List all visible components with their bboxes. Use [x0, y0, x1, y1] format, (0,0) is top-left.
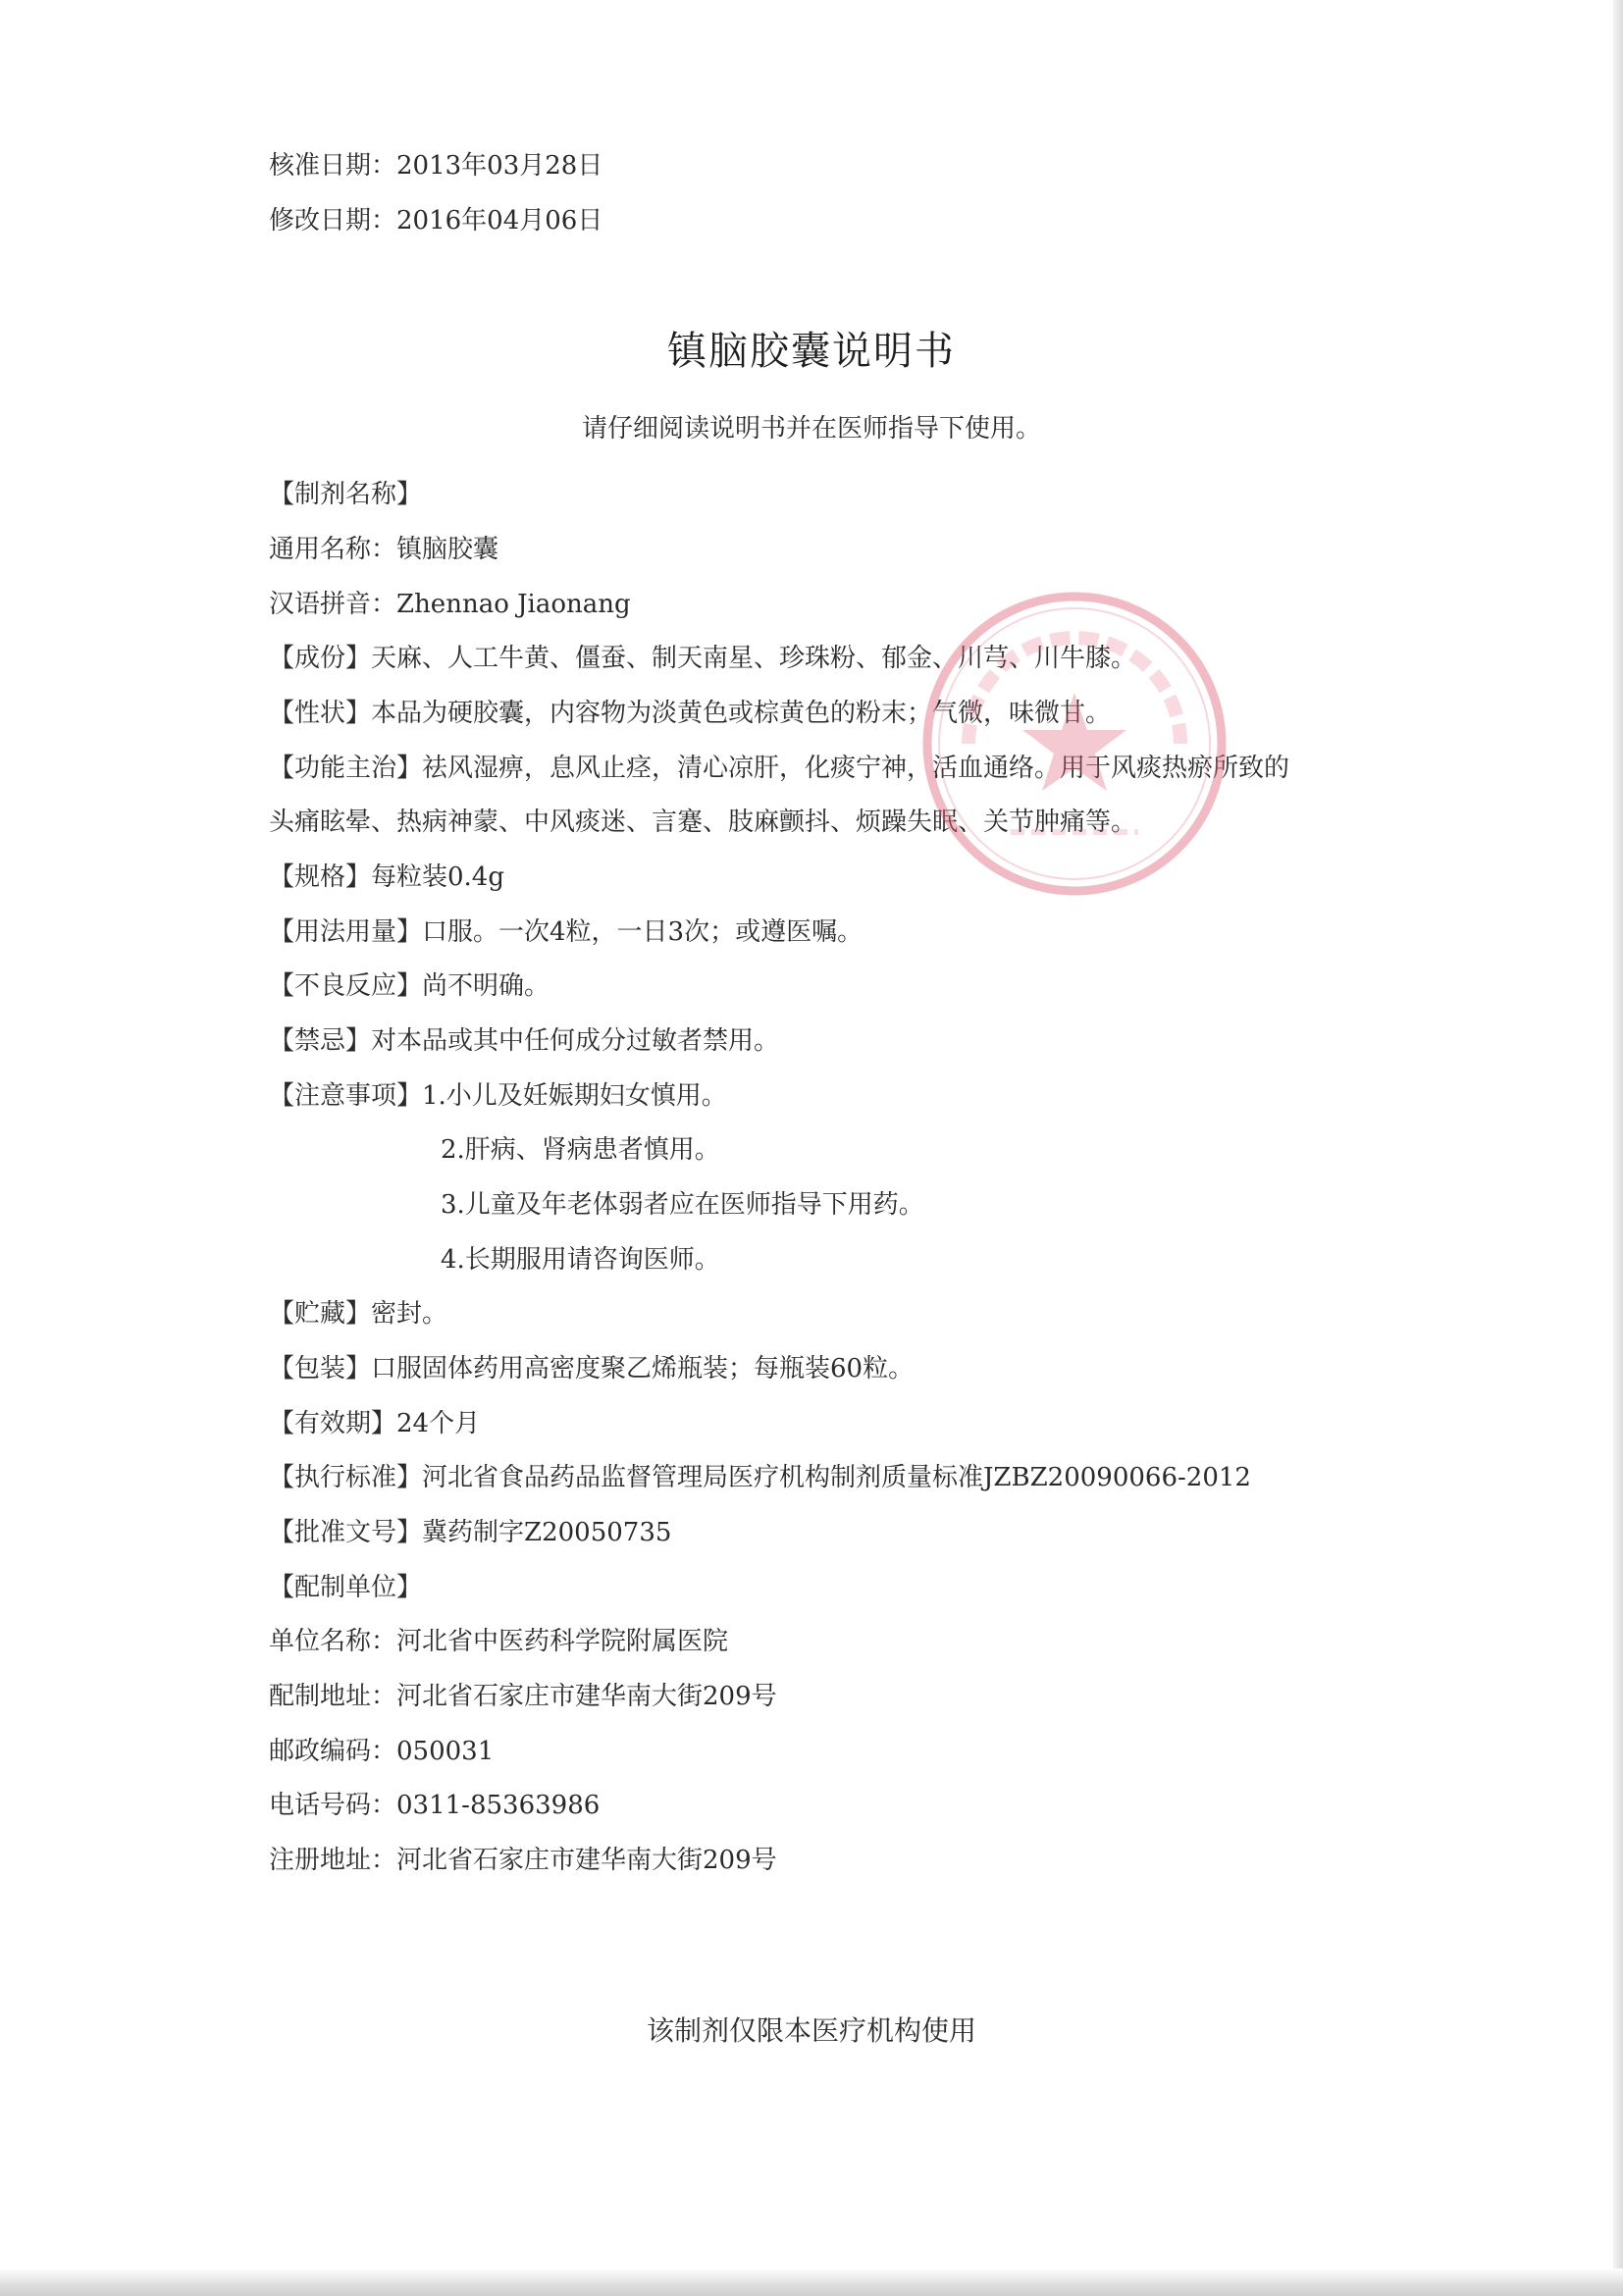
adverse-reactions: 【不良反应】尚不明确。	[269, 971, 550, 1001]
contraindications: 【禁忌】对本品或其中任何成分过敏者禁用。	[269, 1026, 780, 1056]
scan-edge-bottom	[0, 2269, 1623, 2296]
revision-date: 修改日期：2016年04月06日	[269, 206, 603, 235]
generic-name: 通用名称：镇脑胶囊	[269, 535, 499, 564]
standard: 【执行标准】河北省食品药品监督管理局医疗机构制剂质量标准JZBZ20090066-2012	[269, 1463, 1251, 1492]
precaution-item-4: 4.长期服用请咨询医师。	[441, 1245, 720, 1275]
registered-address: 注册地址：河北省石家庄市建华南大街209号	[269, 1846, 777, 1875]
document-title: 镇脑胶囊说明书	[667, 329, 956, 374]
packaging: 【包装】口服固体药用高密度聚乙烯瓶装；每瓶装60粒。	[269, 1354, 915, 1383]
description: 【性状】本品为硬胶囊，内容物为淡黄色或棕黄色的粉末；气微，味微甘。	[269, 699, 1112, 728]
dosage: 【用法用量】口服。一次4粒，一日3次；或遵医嘱。	[269, 917, 864, 947]
shelf-life: 【有效期】24个月	[269, 1409, 481, 1438]
specification: 【规格】每粒装0.4g	[269, 862, 504, 892]
precautions: 【注意事项】1.小儿及妊娠期妇女慎用。	[269, 1081, 727, 1111]
ingredients: 【成份】天麻、人工牛黄、僵蚕、制天南星、珍珠粉、郁金、川芎、川牛膝。	[269, 644, 1137, 673]
indications: 【功能主治】祛风湿痹，息风止痉，清心凉肝，化痰宁神，活血通络。用于风痰热瘀所致的	[269, 754, 1290, 783]
document-subtitle: 请仔细阅读说明书并在医师指导下使用。	[581, 414, 1041, 444]
footer-note: 该制剂仅限本医疗机构使用	[646, 2014, 976, 2047]
manufacture-address: 配制地址：河北省石家庄市建华南大街209号	[269, 1682, 777, 1711]
section-preparation-name: 【制剂名称】	[269, 480, 423, 509]
official-seal-stamp	[917, 587, 1231, 901]
scan-edge-right	[1613, 0, 1623, 2296]
section-manufacturer: 【配制单位】	[269, 1573, 423, 1602]
phone-number: 电话号码：0311-85363986	[269, 1791, 601, 1820]
storage: 【贮藏】密封。	[269, 1299, 448, 1329]
unit-name: 单位名称：河北省中医药科学院附属医院	[269, 1627, 729, 1656]
precaution-item-2: 2.肝病、肾病患者慎用。	[441, 1135, 720, 1165]
approval-date: 核准日期：2013年03月28日	[269, 151, 603, 181]
precaution-item-3: 3.儿童及年老体弱者应在医师指导下用药。	[441, 1190, 924, 1220]
pinyin-name: 汉语拼音：Zhennao Jiaonang	[269, 590, 631, 619]
postal-code: 邮政编码：050031	[269, 1737, 495, 1766]
indications-continued: 头痛眩晕、热病神蒙、中风痰迷、言蹇、肢麻颤抖、烦躁失眠、关节肿痛等。	[269, 808, 1137, 837]
approval-number: 【批准文号】冀药制字Z20050735	[269, 1518, 672, 1547]
